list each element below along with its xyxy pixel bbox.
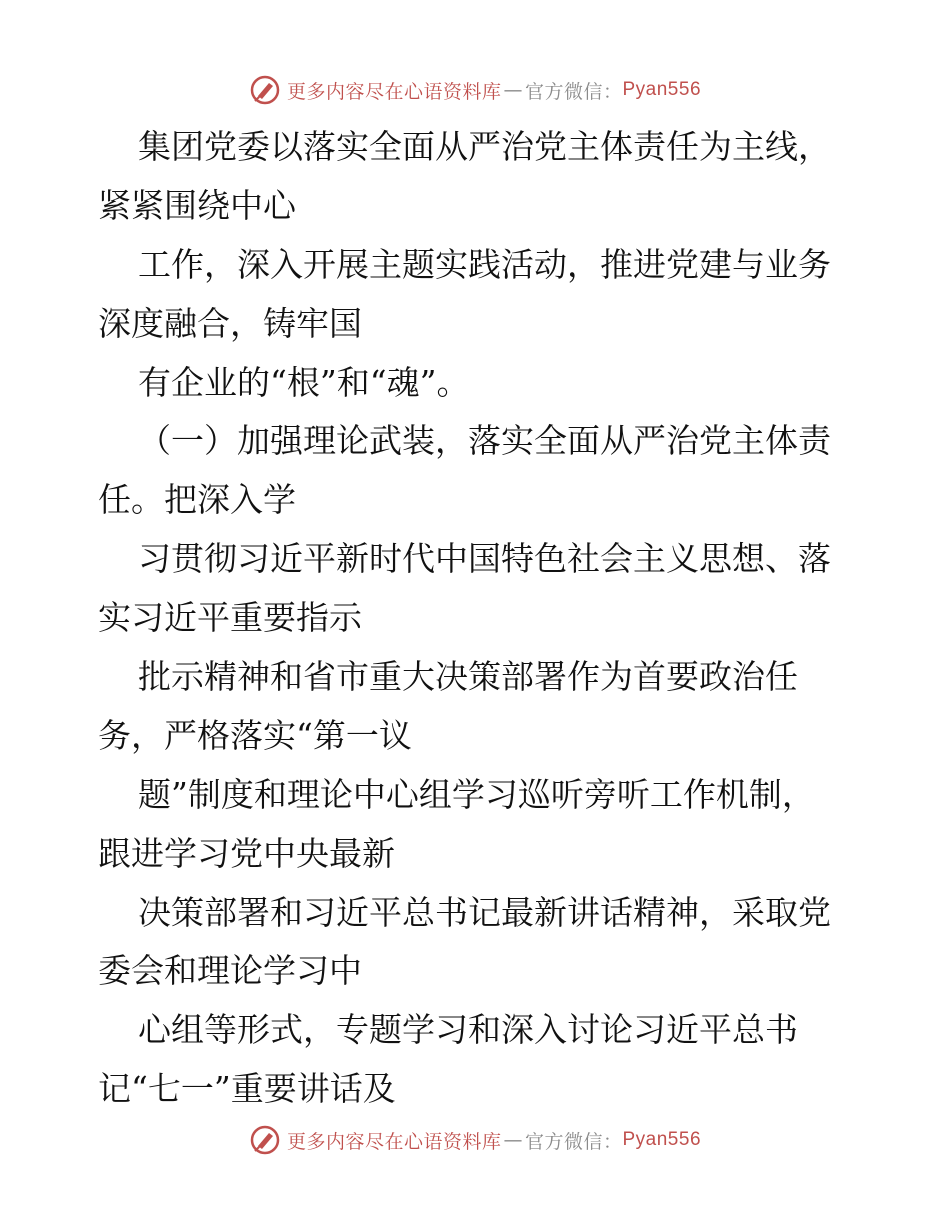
watermark-wechat-label: 官方微信： bbox=[524, 1130, 623, 1153]
text-line: 深度融合，铸牢国 bbox=[98, 303, 362, 343]
watermark-separator: — bbox=[503, 79, 523, 101]
watermark-wechat-id: Pyan556 bbox=[622, 1129, 702, 1150]
text-line: 记“七一”重要讲话及 bbox=[98, 1069, 396, 1109]
text-line: 有企业的“根”和“魂”。 bbox=[138, 362, 470, 402]
text-line: 工作，深入开展主题实践活动，推进党建与业务 bbox=[138, 244, 831, 284]
brand-logo-icon bbox=[249, 1124, 281, 1156]
watermark-wechat-label: 官方微信： bbox=[524, 80, 623, 103]
text-line: 决策部署和习近平总书记最新讲话精神，采取党 bbox=[138, 892, 831, 932]
text-line: 任。把深入学 bbox=[98, 480, 296, 520]
watermark-separator: — bbox=[503, 1129, 523, 1151]
text-line: 紧紧围绕中心 bbox=[98, 185, 296, 225]
text-line: 习贯彻习近平新时代中国特色社会主义思想、落 bbox=[138, 539, 831, 579]
text-line: 批示精神和省市重大决策部署作为首要政治任 bbox=[138, 657, 798, 697]
watermark-site-text: 更多内容尽在心语资料库 bbox=[286, 80, 502, 103]
brand-logo-icon bbox=[249, 74, 281, 106]
text-line: 委会和理论学习中 bbox=[98, 951, 362, 991]
header-watermark bbox=[0, 70, 950, 110]
text-line: 心组等形式，专题学习和深入讨论习近平总书 bbox=[138, 1010, 798, 1050]
body-text bbox=[98, 118, 858, 1119]
text-line: 实习近平重要指示 bbox=[98, 598, 362, 638]
watermark-wechat-id: Pyan556 bbox=[622, 79, 702, 100]
text-line: 集团党委以落实全面从严治党主体责任为主线， bbox=[138, 127, 831, 166]
footer-watermark bbox=[0, 1120, 950, 1160]
text-line: 题”制度和理论中心组学习巡听旁听工作机制， bbox=[138, 774, 815, 814]
text-line: 务，严格落实“第一议 bbox=[98, 715, 412, 755]
text-line: 跟进学习党中央最新 bbox=[98, 833, 395, 873]
text-line: （一）加强理论武装，落实全面从严治党主体责 bbox=[138, 421, 831, 461]
watermark-site-text: 更多内容尽在心语资料库 bbox=[286, 1130, 502, 1153]
